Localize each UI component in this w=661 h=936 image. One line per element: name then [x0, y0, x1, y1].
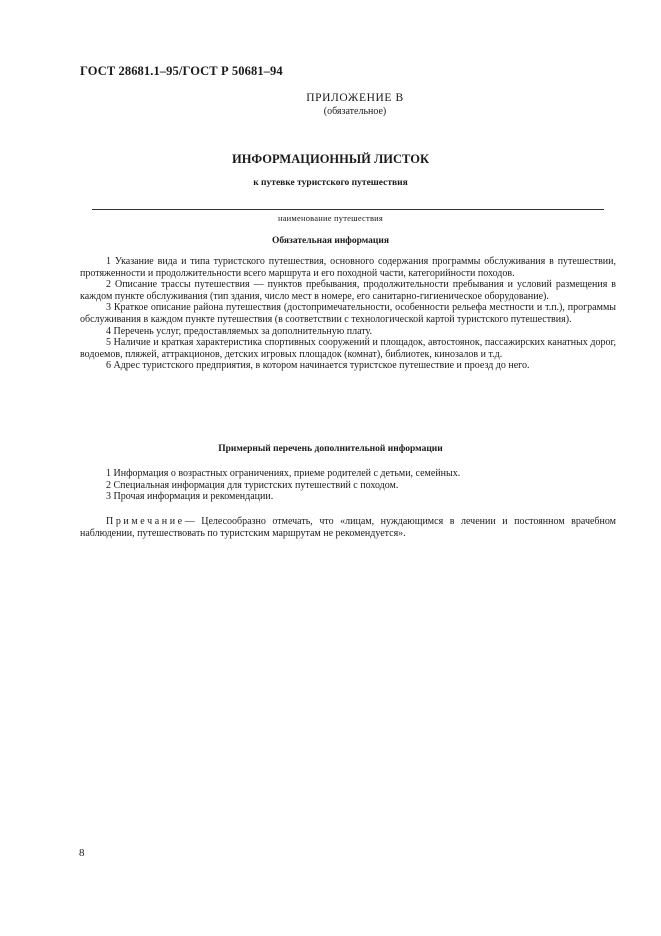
additional-info-heading: Примерный перечень дополнительной информации — [218, 444, 443, 454]
page-number: 8 — [79, 847, 85, 859]
standard-header: ГОСТ 28681.1–95/ГОСТ Р 50681–94 — [80, 64, 283, 78]
required-info-list — [80, 256, 616, 372]
list-item: 3 Прочая информация и рекомендации. — [106, 491, 274, 503]
document-subtitle: к путевке туристского путешествия — [253, 178, 408, 188]
list-item: 4 Перечень услуг, предоставляемых за дополнительную плату. — [106, 325, 372, 337]
appendix-title: ПРИЛОЖЕНИЕ В — [306, 92, 404, 104]
list-item: 3 Краткое описание района путешествия (достопримечательности, особенности рельефа местности и т.п.), программы обслуживания в каждом пункте путешествия (в соответствии с технологической картой туристского путешествия). — [80, 302, 616, 325]
note-label: Примечание — [106, 516, 185, 527]
additional-info-list — [80, 468, 616, 503]
required-info-heading: Обязательная информация — [272, 236, 389, 246]
list-item: 2 Описание трассы путешествия — пунктов пребывания, продолжительности пребывания и условий размещения в каждом пункте обслуживания (тип здания, число мест в номере, его санитарно-гигиеническое оборудование). — [80, 279, 616, 302]
appendix-subtitle: (обязательное) — [323, 106, 387, 117]
list-item: 1 Указание вида и типа туристского путешествия, основного содержания программы обслуживания в путешествии, протяженности и продолжительности всего маршрута и его походной части, категорийности походов. — [80, 256, 616, 279]
note-paragraph — [80, 516, 616, 540]
list-item: 5 Наличие и краткая характеристика спортивных сооружений и площадок, автостоянок, пассажирских канатных дорог, водоемов, пляжей, аттракционов, детских игровых площадок (комнат), библиотек, кинозалов и т.д. — [80, 337, 616, 360]
list-item: 6 Адрес туристского предприятия, в котором начинается туристское путешествие и проезд до него. — [106, 360, 530, 372]
list-item: 1 Информация о возрастных ограничениях, приеме родителей с детьми, семейных. — [106, 468, 461, 479]
note-text: — Целесообразно отмечать, что «лицам, нуждающимся в лечении и постоянном врачебном наблюдении, путешествовать по туристским маршрутам не рекомендуется». — [80, 516, 616, 539]
document-title: ИНФОРМАЦИОННЫЙ ЛИСТОК — [231, 152, 430, 166]
trip-name-caption: наименование путешествия — [277, 213, 384, 223]
list-item: 2 Специальная информация для туристских путешествий с походом. — [106, 479, 399, 491]
trip-name-line — [92, 209, 604, 210]
